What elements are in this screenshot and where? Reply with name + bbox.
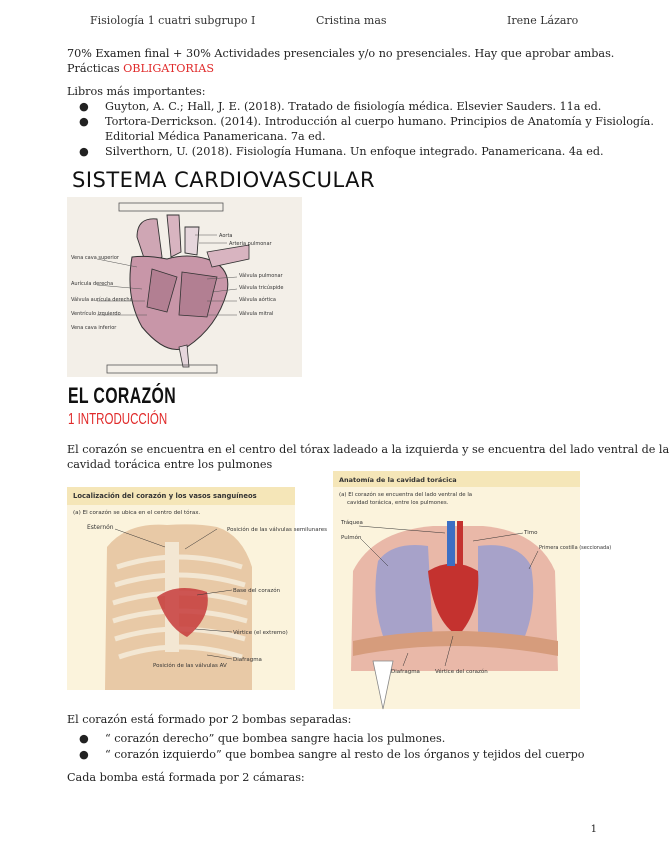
bullet-icon: ● <box>79 732 89 745</box>
label-posicion-valvulas-av: Posición de las válvulas AV <box>153 663 227 669</box>
label-traquea: Tráquea <box>341 520 363 526</box>
heart-heading: EL CORAZÓN <box>68 383 177 408</box>
fig3-title: Anatomía de la cavidad torácica <box>339 476 457 484</box>
label-vena-cava-superior: Vena cava superior <box>71 255 119 261</box>
label-diafragma: Diafragma <box>391 669 420 675</box>
label-valvula-tricuspide: Válvula tricúspide <box>239 285 284 291</box>
heart-location-text-cont: cavidad torácica entre los pulmones <box>67 458 273 471</box>
label-esternon: Esternón <box>87 524 114 531</box>
pump-text: “ corazón izquierdo” que bombea sangre al resto de los órganos y tejidos del cuerpo <box>105 748 585 761</box>
book-text: Silverthorn, U. (2018). Fisiología Humana. Un enfoque integrado. Panamericana. 4a ed. <box>105 145 604 158</box>
pump-text: “ corazón derecho” que bombea sangre hacia los pulmones. <box>105 732 446 745</box>
practices-line <box>67 61 214 76</box>
practices-emphasis: OBLIGATORIAS <box>123 62 214 75</box>
book-text: Guyton, A. C.; Hall, J. E. (2018). Tratado de fisiología médica. Elsevier Sauders. 11a ed. <box>105 100 602 113</box>
label-timo: Timo <box>524 530 538 536</box>
fig2-title: Localización del corazón y los vasos sanguíneos <box>73 492 257 500</box>
label-vertice-corazon: Vértice del corazón <box>435 669 488 675</box>
label-base-corazon: Base del corazón <box>233 588 281 594</box>
intro-subheading: 1 INTRODUCCIÓN <box>68 411 168 428</box>
grading-text: 70% Examen final + 30% Actividades presenciales y/o no presenciales. Hay que aprobar ambas. <box>67 47 615 60</box>
bullet-icon: ● <box>79 145 89 158</box>
fig2-subtitle: (a) El corazón se ubica en el centro del tórax. <box>73 510 201 516</box>
label-valvula-auricula: Válvula aurícula derecha <box>71 297 133 303</box>
book-text: Tortora-Derrickson. (2014). Introducción al cuerpo humano. Principios de Anatomía y Fisiología. <box>105 115 654 128</box>
label-pulmon: Pulmón <box>341 535 362 541</box>
heart-location-figure <box>67 487 327 690</box>
two-pumps-text: El corazón está formado por 2 bombas separadas: <box>67 713 352 726</box>
label-aorta: Aorta <box>219 233 233 239</box>
header-author: Cristina mas <box>316 14 387 27</box>
books-heading: Libros más importantes: <box>67 85 206 98</box>
label-vertice: Vértice (el extremo) <box>233 630 288 636</box>
bullet-icon: ● <box>79 748 89 761</box>
label-auricula-derecha: Aurícula derecha <box>71 281 114 287</box>
fig3-subtitle-1: (a) El corazón se encuentra del lado ventral de la <box>339 492 473 498</box>
label-valvula-pulmonar: Válvula pulmonar <box>239 273 283 279</box>
book-text: Editorial Médica Panamericana. 7a ed. <box>105 130 326 143</box>
section-title: SISTEMA CARDIOVASCULAR <box>72 168 376 192</box>
header-course: Fisiología 1 cuatri subgrupo I <box>90 14 256 27</box>
label-diafragma: Diafragma <box>233 657 262 663</box>
bullet-icon: ● <box>79 100 89 113</box>
page-number: 1 <box>590 824 597 835</box>
header-name: Irene Lázaro <box>507 14 579 27</box>
heart-diagram-image <box>67 197 302 377</box>
chambers-text: Cada bomba está formada por 2 cámaras: <box>67 771 305 784</box>
heart-location-text: El corazón se encuentra en el centro del tórax ladeado a la izquierda y se encuentra del lado ventral de la <box>67 443 669 456</box>
label-posicion-valvulas-semilunares: Posición de las válvulas semilunares <box>227 527 327 533</box>
bullet-icon: ● <box>79 115 89 128</box>
fig3-subtitle-2: cavidad torácica, entre los pulmones. <box>347 500 449 506</box>
label-primera-costilla: Primera costilla (seccionada) <box>539 545 612 551</box>
label-arteria-pulmonar: Arteria pulmonar <box>229 241 272 247</box>
practices-prefix: Prácticas <box>67 62 124 75</box>
label-valvula-aortica: Válvula aórtica <box>239 297 276 303</box>
label-vena-cava-inferior: Vena cava inferior <box>71 325 117 331</box>
thoracic-cavity-figure <box>333 471 612 709</box>
label-ventriculo: Ventrículo izquierdo <box>71 311 121 317</box>
label-valvula-mitral: Válvula mitral <box>239 311 274 317</box>
